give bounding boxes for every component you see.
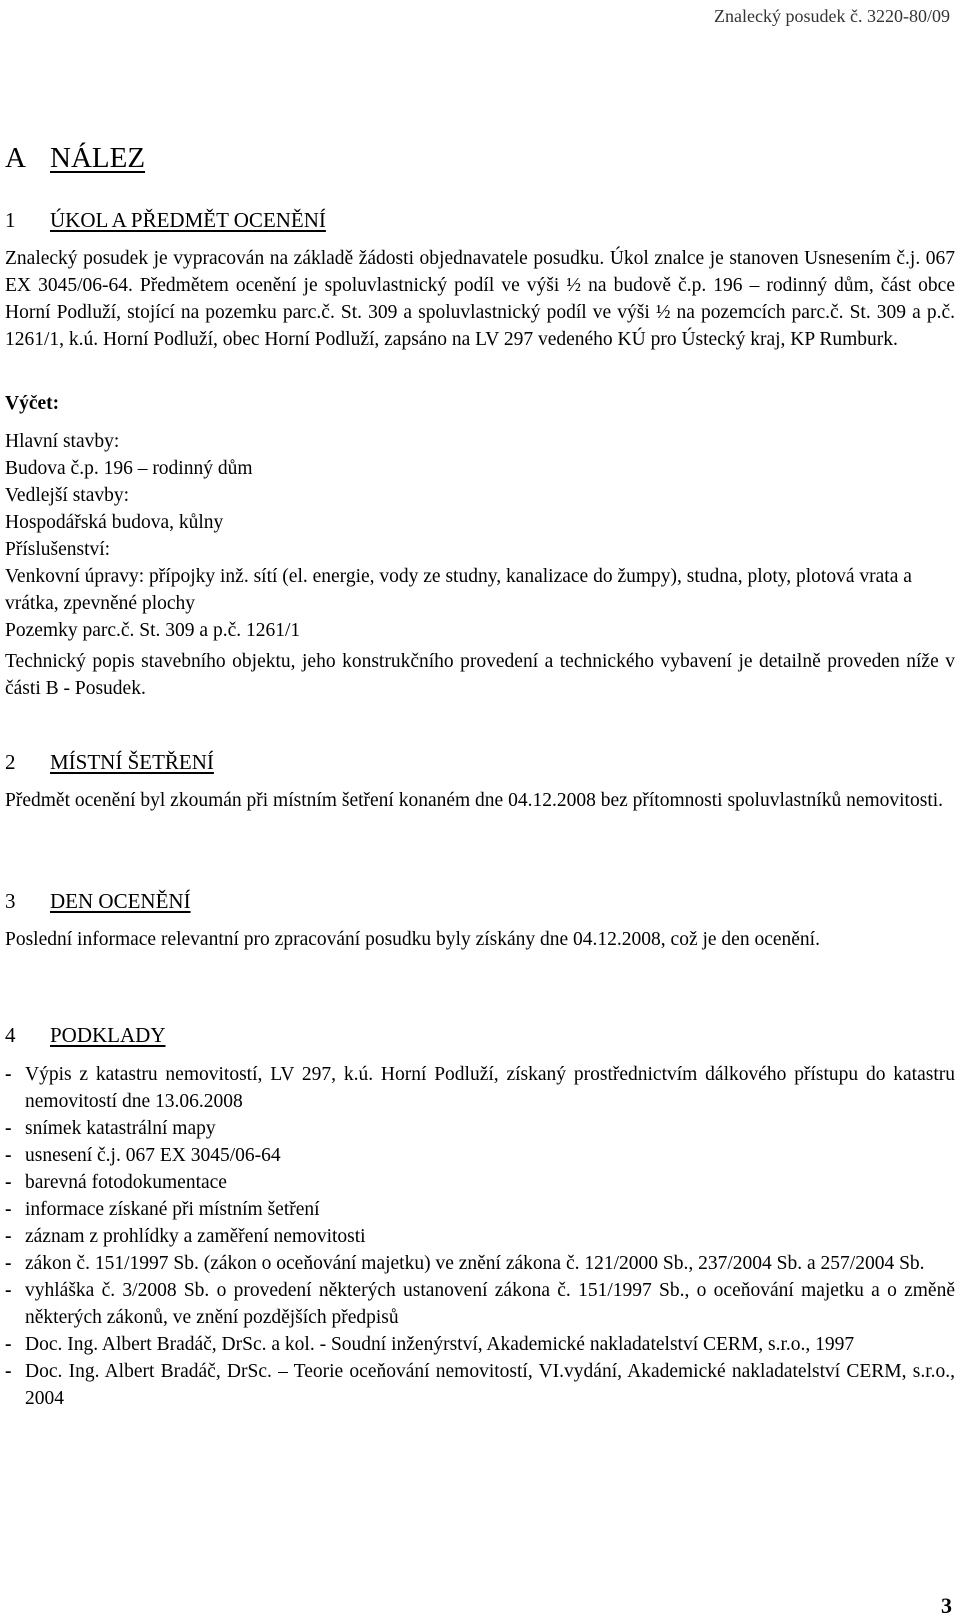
heading-4 xyxy=(5,1021,166,1049)
page-number: 3 xyxy=(941,1593,952,1618)
heading-number: 2 xyxy=(5,750,16,774)
section-title: NÁLEZ xyxy=(50,142,146,174)
list-line: Hospodářská budova, kůlny xyxy=(5,512,224,533)
section-letter: A xyxy=(5,142,26,174)
vycet-label: Výčet: xyxy=(5,393,60,414)
list-item: - informace získané při místním šetření xyxy=(5,1196,955,1223)
heading-2 xyxy=(5,748,214,776)
task-paragraph: Znalecký posudek je vypracován na základě žádosti objednavatele posudku. Úkol znalce je stanoven Usnesením č.j. 067 EX 3045/06-64. Předmětem ocenění je spoluvlastnický podíl ve výši ½ na budově č.p. 196 – rodinný dům, část obce Horní Podluží, stojící na pozemku parc.č. St. 309 a spoluvlastnický podíl ve výši ½ na pozemcích parc.č. St. 309 a p.č. 1261/1, k.ú. Horní Podluží, obec Horní Podluží, zapsáno na LV 297 vedeného KÚ pro Ústecký kraj, KP Rumburk. xyxy=(5,248,955,350)
heading-title: PODKLADY xyxy=(50,1023,166,1047)
heading-number: 1 xyxy=(5,208,16,232)
page-header: Znalecký posudek č. 3220-80/09 xyxy=(714,6,950,26)
list-item: - Doc. Ing. Albert Bradáč, DrSc. – Teorie oceňování nemovitostí, VI.vydání, Akademické nakladatelství CERM, s.r.o., 2004 xyxy=(5,1358,955,1412)
list-line: Příslušenství: xyxy=(5,539,111,560)
list-line: Venkovní úpravy: přípojky inž. sítí (el. energie, vody ze studny, kanalizace do žumpy), studna, ploty, plotová vrata a vrátka, zpevněné plochy xyxy=(5,566,912,614)
list-item: - snímek katastrální mapy xyxy=(5,1115,955,1142)
heading-title: ÚKOL A PŘEDMĚT OCENĚNÍ xyxy=(50,208,326,232)
list-item: - záznam z prohlídky a zaměření nemovitosti xyxy=(5,1223,955,1250)
list-line: Hlavní stavby: xyxy=(5,431,120,452)
list-item: - vyhláška č. 3/2008 Sb. o provedení některých ustanovení zákona č. 151/1997 Sb., o oceňování majetku a o změně některých zákonů, ve znění pozdějších předpisů xyxy=(5,1277,955,1331)
list-item: - Doc. Ing. Albert Bradáč, DrSc. a kol. - Soudní inženýrství, Akademické nakladatelství CERM, s.r.o., 1997 xyxy=(5,1331,955,1358)
vycet-list xyxy=(5,428,955,644)
heading-1 xyxy=(5,206,326,234)
sources-list xyxy=(5,1061,955,1412)
heading-number: 3 xyxy=(5,889,16,913)
heading-title: MÍSTNÍ ŠETŘENÍ xyxy=(50,750,214,774)
list-item: - Výpis z katastru nemovitostí, LV 297, k.ú. Horní Podluží, získaný prostřednictvím dálkového přístupu do katastru nemovitostí dne 13.06.2008 xyxy=(5,1061,955,1115)
heading-number: 4 xyxy=(5,1023,16,1047)
list-line: Vedlejší stavby: xyxy=(5,485,130,506)
section-a-heading xyxy=(5,140,145,176)
inspection-paragraph: Předmět ocenění byl zkoumán při místním šetření konaném dne 04.12.2008 bez přítomnosti spoluvlastníků nemovitosti. xyxy=(5,790,944,811)
heading-3 xyxy=(5,887,191,915)
sources-list-container xyxy=(5,1061,955,1412)
list-item: - zákon č. 151/1997 Sb. (zákon o oceňování majetku) ve znění zákona č. 121/2000 Sb., 237/2004 Sb. a 257/2004 Sb. xyxy=(5,1250,955,1277)
list-item: - barevná fotodokumentace xyxy=(5,1169,955,1196)
heading-title: DEN OCENĚNÍ xyxy=(50,889,191,913)
list-line: Budova č.p. 196 – rodinný dům xyxy=(5,458,253,479)
valuation-date-paragraph: Poslední informace relevantní pro zpracování posudku byly získány dne 04.12.2008, což je den ocenění. xyxy=(5,929,820,950)
tech-paragraph: Technický popis stavebního objektu, jeho konstrukčního provedení a technického vybavení je detailně proveden níže v části B - Posudek. xyxy=(5,651,955,699)
list-item: - usnesení č.j. 067 EX 3045/06-64 xyxy=(5,1142,955,1169)
list-line: Pozemky parc.č. St. 309 a p.č. 1261/1 xyxy=(5,620,301,641)
